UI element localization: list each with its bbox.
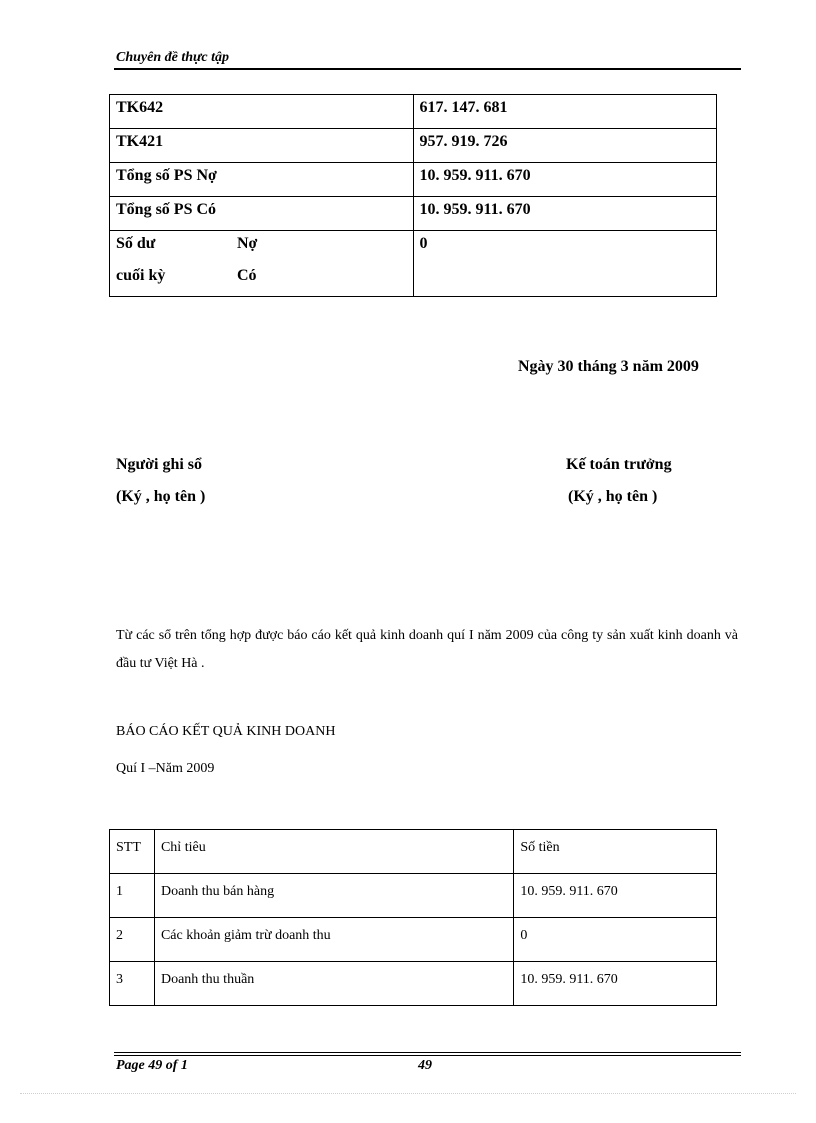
header-amount: Số tiền: [514, 830, 717, 874]
row-item: Doanh thu thuần: [154, 962, 513, 1006]
row-item: Doanh thu bán hàng: [154, 874, 513, 918]
page-edge-divider: [20, 1093, 796, 1094]
summary-paragraph: Từ các sổ trên tổng hợp được báo cáo kết quả kinh doanh quí I năm 2009 của công ty sản xuất kinh doanh và đầu tư Việt Hà .: [116, 628, 738, 671]
row-amount: 0: [514, 918, 717, 962]
balance-label-line2: cuối kỳ: [116, 267, 166, 284]
ledger-value: 10. 959. 911. 670: [413, 197, 717, 231]
header-rule: [114, 68, 741, 70]
balance-label-cell: [110, 231, 414, 297]
row-item: Các khoản giảm trừ doanh thu: [154, 918, 513, 962]
header-stt: STT: [110, 830, 155, 874]
balance-label-line1: Số dư: [116, 235, 156, 252]
signer-left-note: (Ký , họ tên ): [116, 488, 206, 505]
row-stt: 2: [110, 918, 155, 962]
ledger-value: 10. 959. 911. 670: [413, 163, 717, 197]
signer-left-title: Người ghi sổ: [116, 456, 203, 473]
report-table: [109, 829, 717, 1006]
ledger-value: 957. 919. 726: [413, 129, 717, 163]
date-line: Ngày 30 tháng 3 năm 2009: [518, 358, 699, 375]
ledger-table: [109, 94, 717, 297]
report-title: BÁO CÁO KẾT QUẢ KINH DOANH: [116, 724, 336, 739]
footer-rule: [114, 1052, 741, 1053]
signer-right-note: (Ký , họ tên ): [568, 488, 658, 505]
table-row: [110, 962, 717, 1006]
table-row: [110, 874, 717, 918]
row-amount: 10. 959. 911. 670: [514, 962, 717, 1006]
table-row: [110, 95, 717, 129]
ledger-value: 617. 147. 681: [413, 95, 717, 129]
ledger-label: Tổng số PS Nợ: [110, 163, 414, 197]
balance-credit: Có: [237, 267, 257, 284]
table-row: [110, 129, 717, 163]
table-header-row: [110, 830, 717, 874]
ledger-label: TK421: [110, 129, 414, 163]
balance-debit: Nợ: [237, 235, 258, 252]
row-stt: 3: [110, 962, 155, 1006]
table-row: [110, 163, 717, 197]
header-item: Chỉ tiêu: [154, 830, 513, 874]
table-row: [110, 197, 717, 231]
row-stt: 1: [110, 874, 155, 918]
ledger-label: Tổng số PS Có: [110, 197, 414, 231]
ledger-label: TK642: [110, 95, 414, 129]
footer-page-label: Page 49 of 1: [116, 1058, 188, 1073]
balance-value: 0: [413, 231, 717, 297]
table-row: [110, 918, 717, 962]
footer-page-number: 49: [418, 1058, 432, 1073]
row-amount: 10. 959. 911. 670: [514, 874, 717, 918]
table-row: [110, 231, 717, 297]
report-period: Quí I –Năm 2009: [116, 761, 215, 776]
header-title: Chuyên đề thực tập: [116, 50, 230, 65]
signer-right-title: Kế toán trưởng: [566, 456, 672, 473]
footer-rule: [114, 1055, 741, 1056]
